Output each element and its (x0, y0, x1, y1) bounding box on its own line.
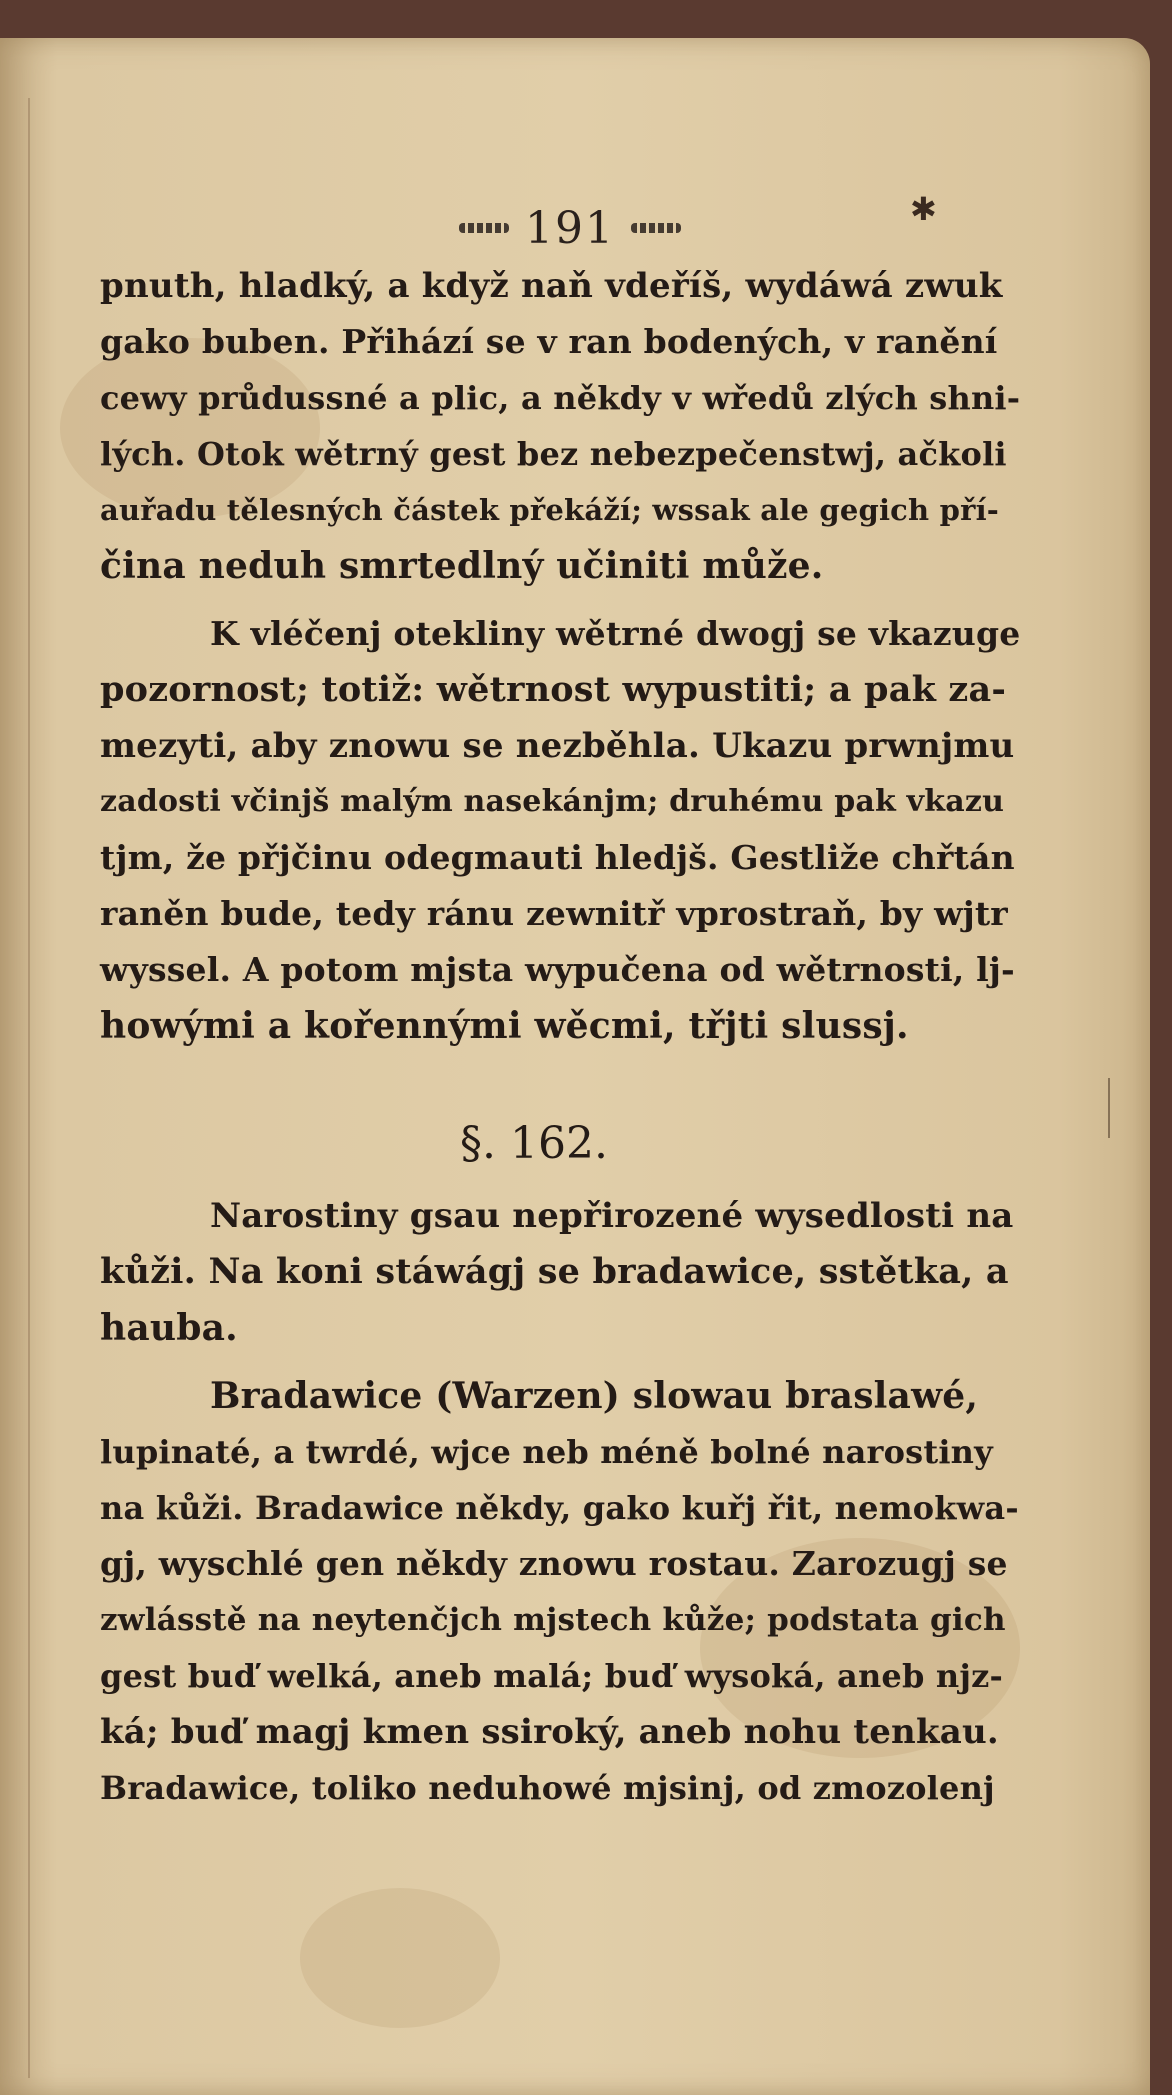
page-number: 191 (525, 202, 615, 254)
text-line: zwlásstě na neytenčjch mjstech kůže; podstata gich (100, 1602, 1006, 1638)
paper-stain (300, 1888, 500, 2028)
page-gutter-line (28, 98, 30, 2078)
text-line: mezyti, aby znowu se nezběhla. Ukazu prwnjmu (100, 726, 1015, 766)
text-line: kůži. Na koni stáwágj se bradawice, sstětka, a (100, 1251, 1009, 1292)
text-line: na kůži. Bradawice někdy, gako kuřj řit, nemokwa- (100, 1489, 1019, 1527)
header-ornament-right-icon (631, 223, 681, 233)
page-header (440, 198, 700, 258)
text-line: Bradawice (Warzen) slowau braslawé, (210, 1375, 979, 1417)
margin-mark (1108, 1078, 1110, 1138)
text-line: K vléčenj otekliny wětrné dwogj se vkazuge (210, 614, 1021, 653)
text-line: raněn bude, tedy ránu zewnitř vprostraň, by wjtr (100, 894, 1008, 933)
text-line: tjm, že přjčinu odegmauti hledjš. Gestliže chřtán (100, 838, 1015, 877)
text-line: cewy průdussné a plic, a někdy v wředů zlých shni- (100, 379, 1021, 417)
text-line: Bradawice, toliko neduhowé mjsinj, od zmozolenj (100, 1769, 995, 1807)
header-ornament-left-icon (459, 223, 509, 233)
text-line: pnuth, hladký, a když naň vdeříš, wydáwá zwuk (100, 266, 1003, 306)
text-line: hauba. (100, 1307, 238, 1349)
text-line: howými a kořennými wěcmi, třjti slussj. (100, 1005, 909, 1047)
text-line: gj, wyschlé gen někdy znowu rostau. Zarozugj se (100, 1544, 1008, 1583)
text-line: pozornost; totiž: wětrnost wypustiti; a pak za- (100, 669, 1007, 710)
text-line: gest buď welká, aneb malá; buď wysoká, aneb njz- (100, 1657, 1004, 1695)
text-line: zadosti včinjš malým nasekánjm; druhému pak vkazu (100, 784, 1005, 819)
text-line: ká; buď magj kmen ssiroký, aneb nohu tenkau. (100, 1712, 999, 1752)
text-line: čina neduh smrtedlný učiniti může. (100, 545, 824, 587)
text-line: lupinaté, a twrdé, wjce neb méně bolné narostiny (100, 1433, 993, 1471)
text-line: auřadu tělesných částek překáží; wssak ale gegich pří- (100, 493, 1000, 527)
text-line: lých. Otok wětrný gest bez nebezpečenstwj, ačkoli (100, 435, 1007, 473)
ink-mark-icon: ✱ (910, 190, 937, 228)
section-heading: §. 162. (460, 1118, 608, 1169)
text-line: wyssel. A potom mjsta wypučena od wětrnosti, lj- (100, 950, 1015, 989)
book-page (0, 38, 1150, 2095)
text-line: gako buben. Přihází se v ran bodených, v ranění (100, 322, 998, 361)
text-line: Narostiny gsau nepřirozené wysedlosti na (210, 1196, 1014, 1236)
